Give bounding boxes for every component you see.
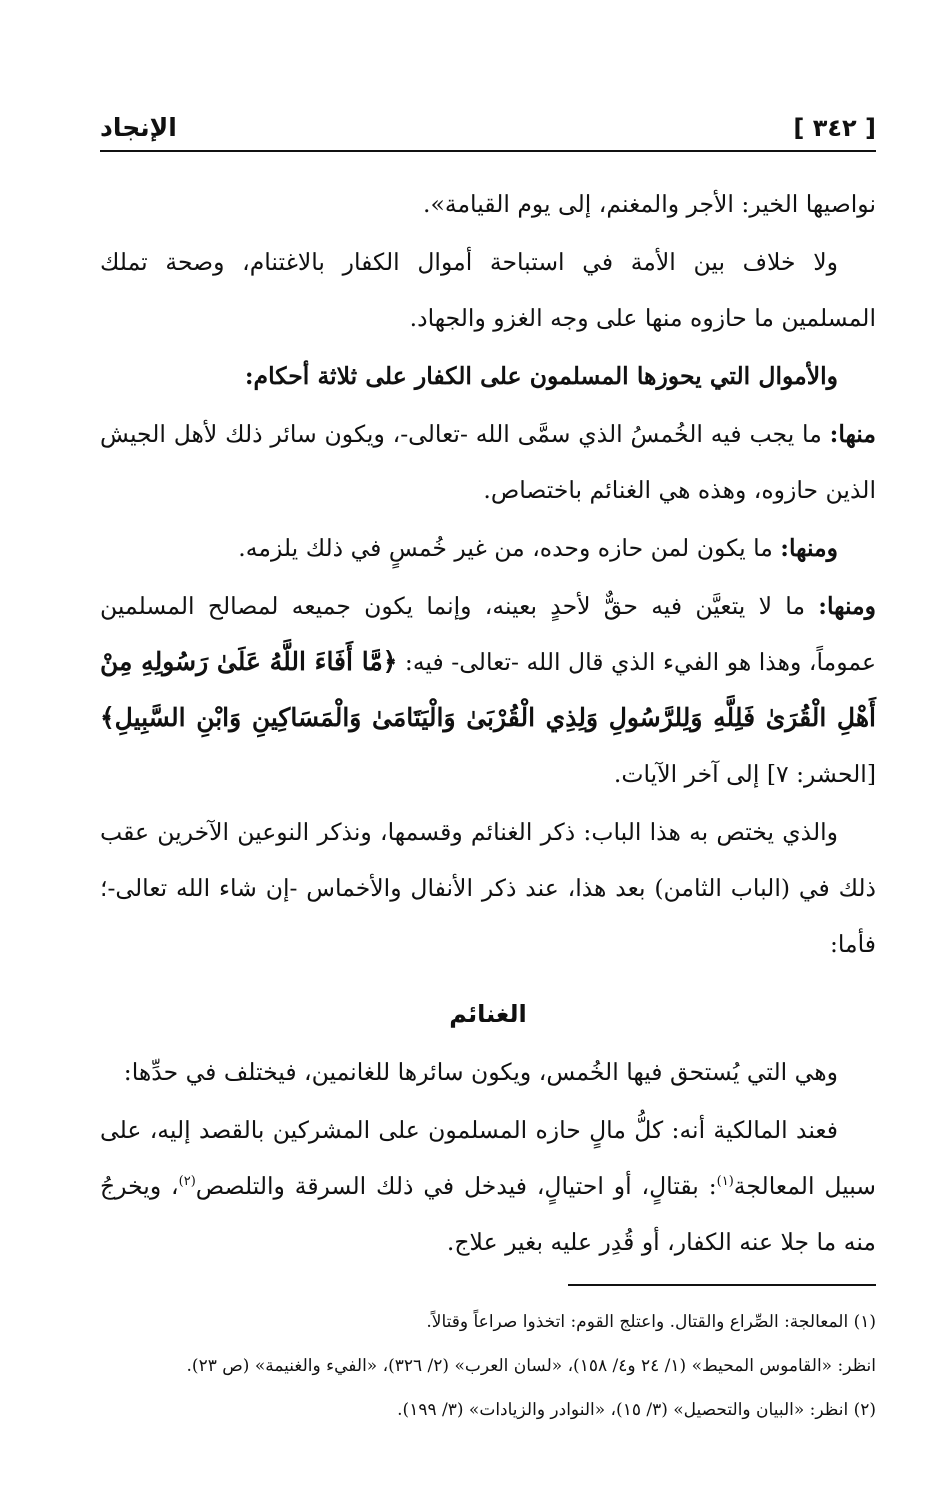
paragraph-text: ما لا يتعيَّن فيه حقٌّ لأحدٍ بعينه، وإنما يكون جميعه لمصالح المسلمين عموماً، وهذا هو الفيء الذي قال الله -تعالى- فيه: [100, 592, 876, 676]
paragraph-lead: ومنها: [818, 592, 876, 620]
main-text [100, 176, 876, 1270]
verse-reference: [الحشر: ٧] إلى آخر الآيات. [613, 760, 876, 788]
footnote-marker[interactable]: (٢) [178, 1174, 196, 1190]
footnote-reference: انظر: «القاموس المحيط» (١/ ٢٤ و٤/ ١٥٨)، «لسان العرب» (٢/ ٣٢٦)، «الفيء والغنيمة» (ص ٢٣). [186, 1356, 876, 1376]
footnote: (٢) انظر: «البيان والتحصيل» (٣/ ١٥)، «النوادر والزيادات» (٣/ ١٩٩). [397, 1400, 876, 1420]
paragraph: وهي التي يُستحق فيها الخُمس، ويكون سائرها للغانمين، فيختلف في حدِّها: [123, 1058, 838, 1086]
paragraph-lead: ومنها: [780, 534, 838, 562]
quran-verse: ﴿مَّا أَفَاءَ اللَّهُ عَلَىٰ رَسُولِهِ مِنْ أَهْلِ الْقُرَىٰ فَلِلَّهِ وَلِلرَّسُولِ وَلِذِي الْقُرْبَىٰ وَالْيَتَامَىٰ وَالْمَسَاكِينِ وَابْنِ السَّبِيلِ﴾ [100, 647, 876, 732]
paragraph [100, 406, 876, 518]
footnote-rule [568, 1284, 876, 1286]
paragraph: نواصيها الخير: الأجر والمغنم، إلى يوم القيامة». [423, 190, 876, 218]
paragraph [100, 520, 876, 576]
paragraph-text: فعند المالكية أنه: كلُّ مالٍ حازه المسلمون على المشركين بالقصد إليه، على سبيل المعالجة [100, 1116, 876, 1200]
running-title: الإنجاد [100, 113, 177, 142]
paragraph-lead: منها: [829, 420, 876, 448]
paragraph-bold: والأموال التي يحوزها المسلمون على الكفار على ثلاثة أحكام: [244, 362, 838, 390]
footnote-marker[interactable]: (١) [716, 1174, 734, 1190]
footnote: (١) المعالجة: الصِّراع والقتال. واعتلج القوم: اتخذوا صراعاً وقتالاً. [426, 1312, 876, 1332]
footnotes [100, 1300, 876, 1432]
paragraph-text: : بقتالٍ، أو احتيالٍ، فيدخل في ذلك السرقة والتلصص [195, 1172, 717, 1200]
book-page [100, 100, 876, 1430]
paragraph-text: ما يجب فيه الخُمسُ الذي سمَّى الله -تعالى-، ويكون سائر ذلك لأهل الجيش الذين حازوه، وهذه هي الغنائم باختصاص. [100, 420, 876, 504]
paragraph-text: ، ويخرجُ منه ما جلا عنه الكفار، أو قُدِر عليه بغير علاج. [100, 1172, 876, 1256]
paragraph: ولا خلاف بين الأمة في استباحة أموال الكفار بالاغتنام، وصحة تملك المسلمين ما حازوه منها على وجه الغزو والجهاد. [100, 248, 876, 332]
paragraph [100, 1102, 876, 1270]
paragraph-text: ما يكون لمن حازه وحده، من غير خُمسٍ في ذلك يلزمه. [238, 534, 781, 562]
page-header [100, 100, 876, 142]
section-heading: الغنائم [449, 1000, 527, 1028]
paragraph: والذي يختص به هذا الباب: ذكر الغنائم وقسمها، ونذكر النوعين الآخرين عقب ذلك في (الباب الثامن) بعد هذا، عند ذكر الأنفال والأخماس -إن شاء الله تعالى-؛ فأما: [100, 818, 876, 958]
header-rule [100, 150, 876, 152]
paragraph [100, 578, 876, 802]
page-number: [ ٣٤٢ ] [793, 114, 876, 142]
